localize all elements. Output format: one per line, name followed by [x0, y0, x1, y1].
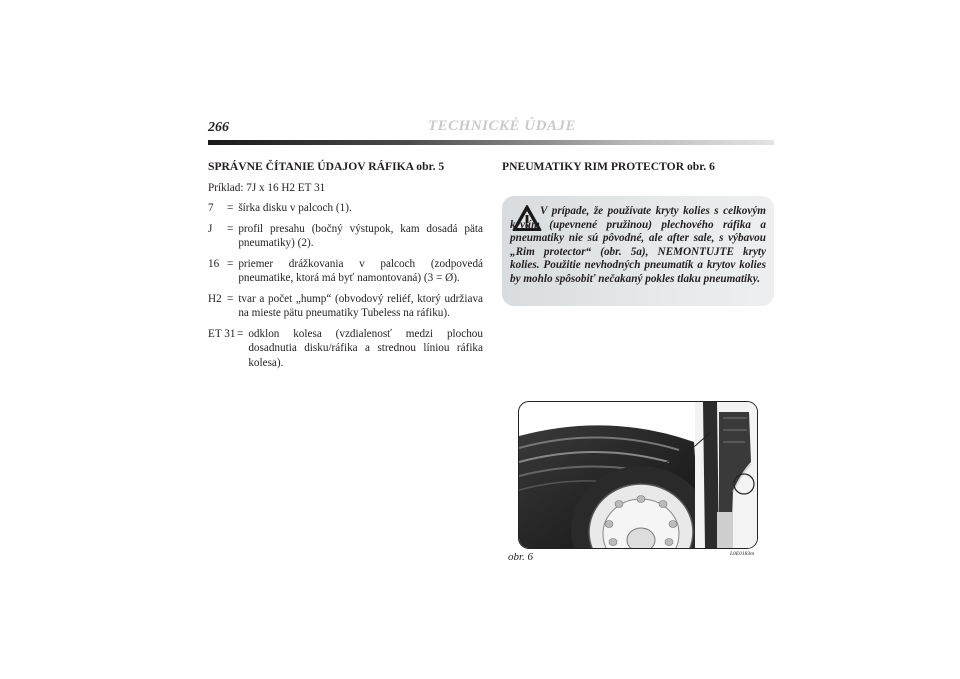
warning-box: [502, 196, 774, 306]
rim-example: Príklad: 7J x 16 H2 ET 31: [208, 181, 326, 194]
definition-item: [208, 201, 483, 216]
definition-item: [208, 257, 483, 286]
figure-caption: obr. 6: [508, 551, 534, 563]
page-number: 266: [208, 120, 229, 135]
definition-term: H2: [208, 292, 222, 305]
definition-term: J: [208, 222, 213, 235]
equals-sign: =: [227, 292, 234, 305]
equals-sign: =: [227, 202, 234, 214]
equals-sign: =: [227, 257, 234, 270]
definition-text: profil presahu (bočný výstupok, kam dosadá päta pneumatiky) (2).: [238, 222, 483, 249]
definition-item: [208, 222, 483, 251]
definition-text: tvar a počet „hump“ (obvodový reliéf, ktorý udržiava na mieste pätu pneumatiky Tubeless na ráfiku).: [238, 292, 483, 319]
tire-figure: [518, 401, 758, 549]
right-column: [502, 160, 774, 173]
left-column: [208, 160, 483, 376]
rim-heading: SPRÁVNE ČÍTANIE ÚDAJOV RÁFIKA obr. 5: [208, 160, 445, 173]
section-title: TECHNICKÉ ÚDAJE: [428, 118, 576, 134]
definition-item: [208, 327, 483, 371]
equals-sign: =: [237, 327, 244, 340]
equals-sign: =: [227, 222, 234, 235]
definition-term: 16: [208, 257, 220, 270]
definition-item: [208, 292, 483, 321]
definition-text: šírka disku v palcoch (1).: [238, 202, 352, 214]
definition-term: 7: [208, 202, 214, 214]
header-rule: [208, 140, 774, 145]
definition-term: ET 31: [208, 327, 236, 340]
definition-text: odklon kolesa (vzdialenosť medzi plochou dosadnutia disku/ráfika a strednou líniou ráfika kolesa).: [248, 327, 483, 369]
figure-code: L0E0183m: [730, 551, 755, 557]
definition-text: priemer drážkovania v palcoch (zodpovedá pneumatike, ktorá má byť namontovaná) (3 = Ø).: [238, 257, 483, 284]
rim-protector-heading: PNEUMATIKY RIM PROTECTOR obr. 6: [502, 160, 715, 173]
warning-text: V prípade, že používate kryty kolies s celkovým krytím (upevnené pružinou) plechového ráfika a pneumatiky nie sú pôvodné, ale after sale, s výbavou „Rim protector“ (obr. 5a), NEMONTUJTE kryty kolies. Použitie nevhodných pneumatík a krytov kolies by mohlo spôsobiť nečakaný pokles tlaku pneumatiky.: [510, 205, 766, 285]
